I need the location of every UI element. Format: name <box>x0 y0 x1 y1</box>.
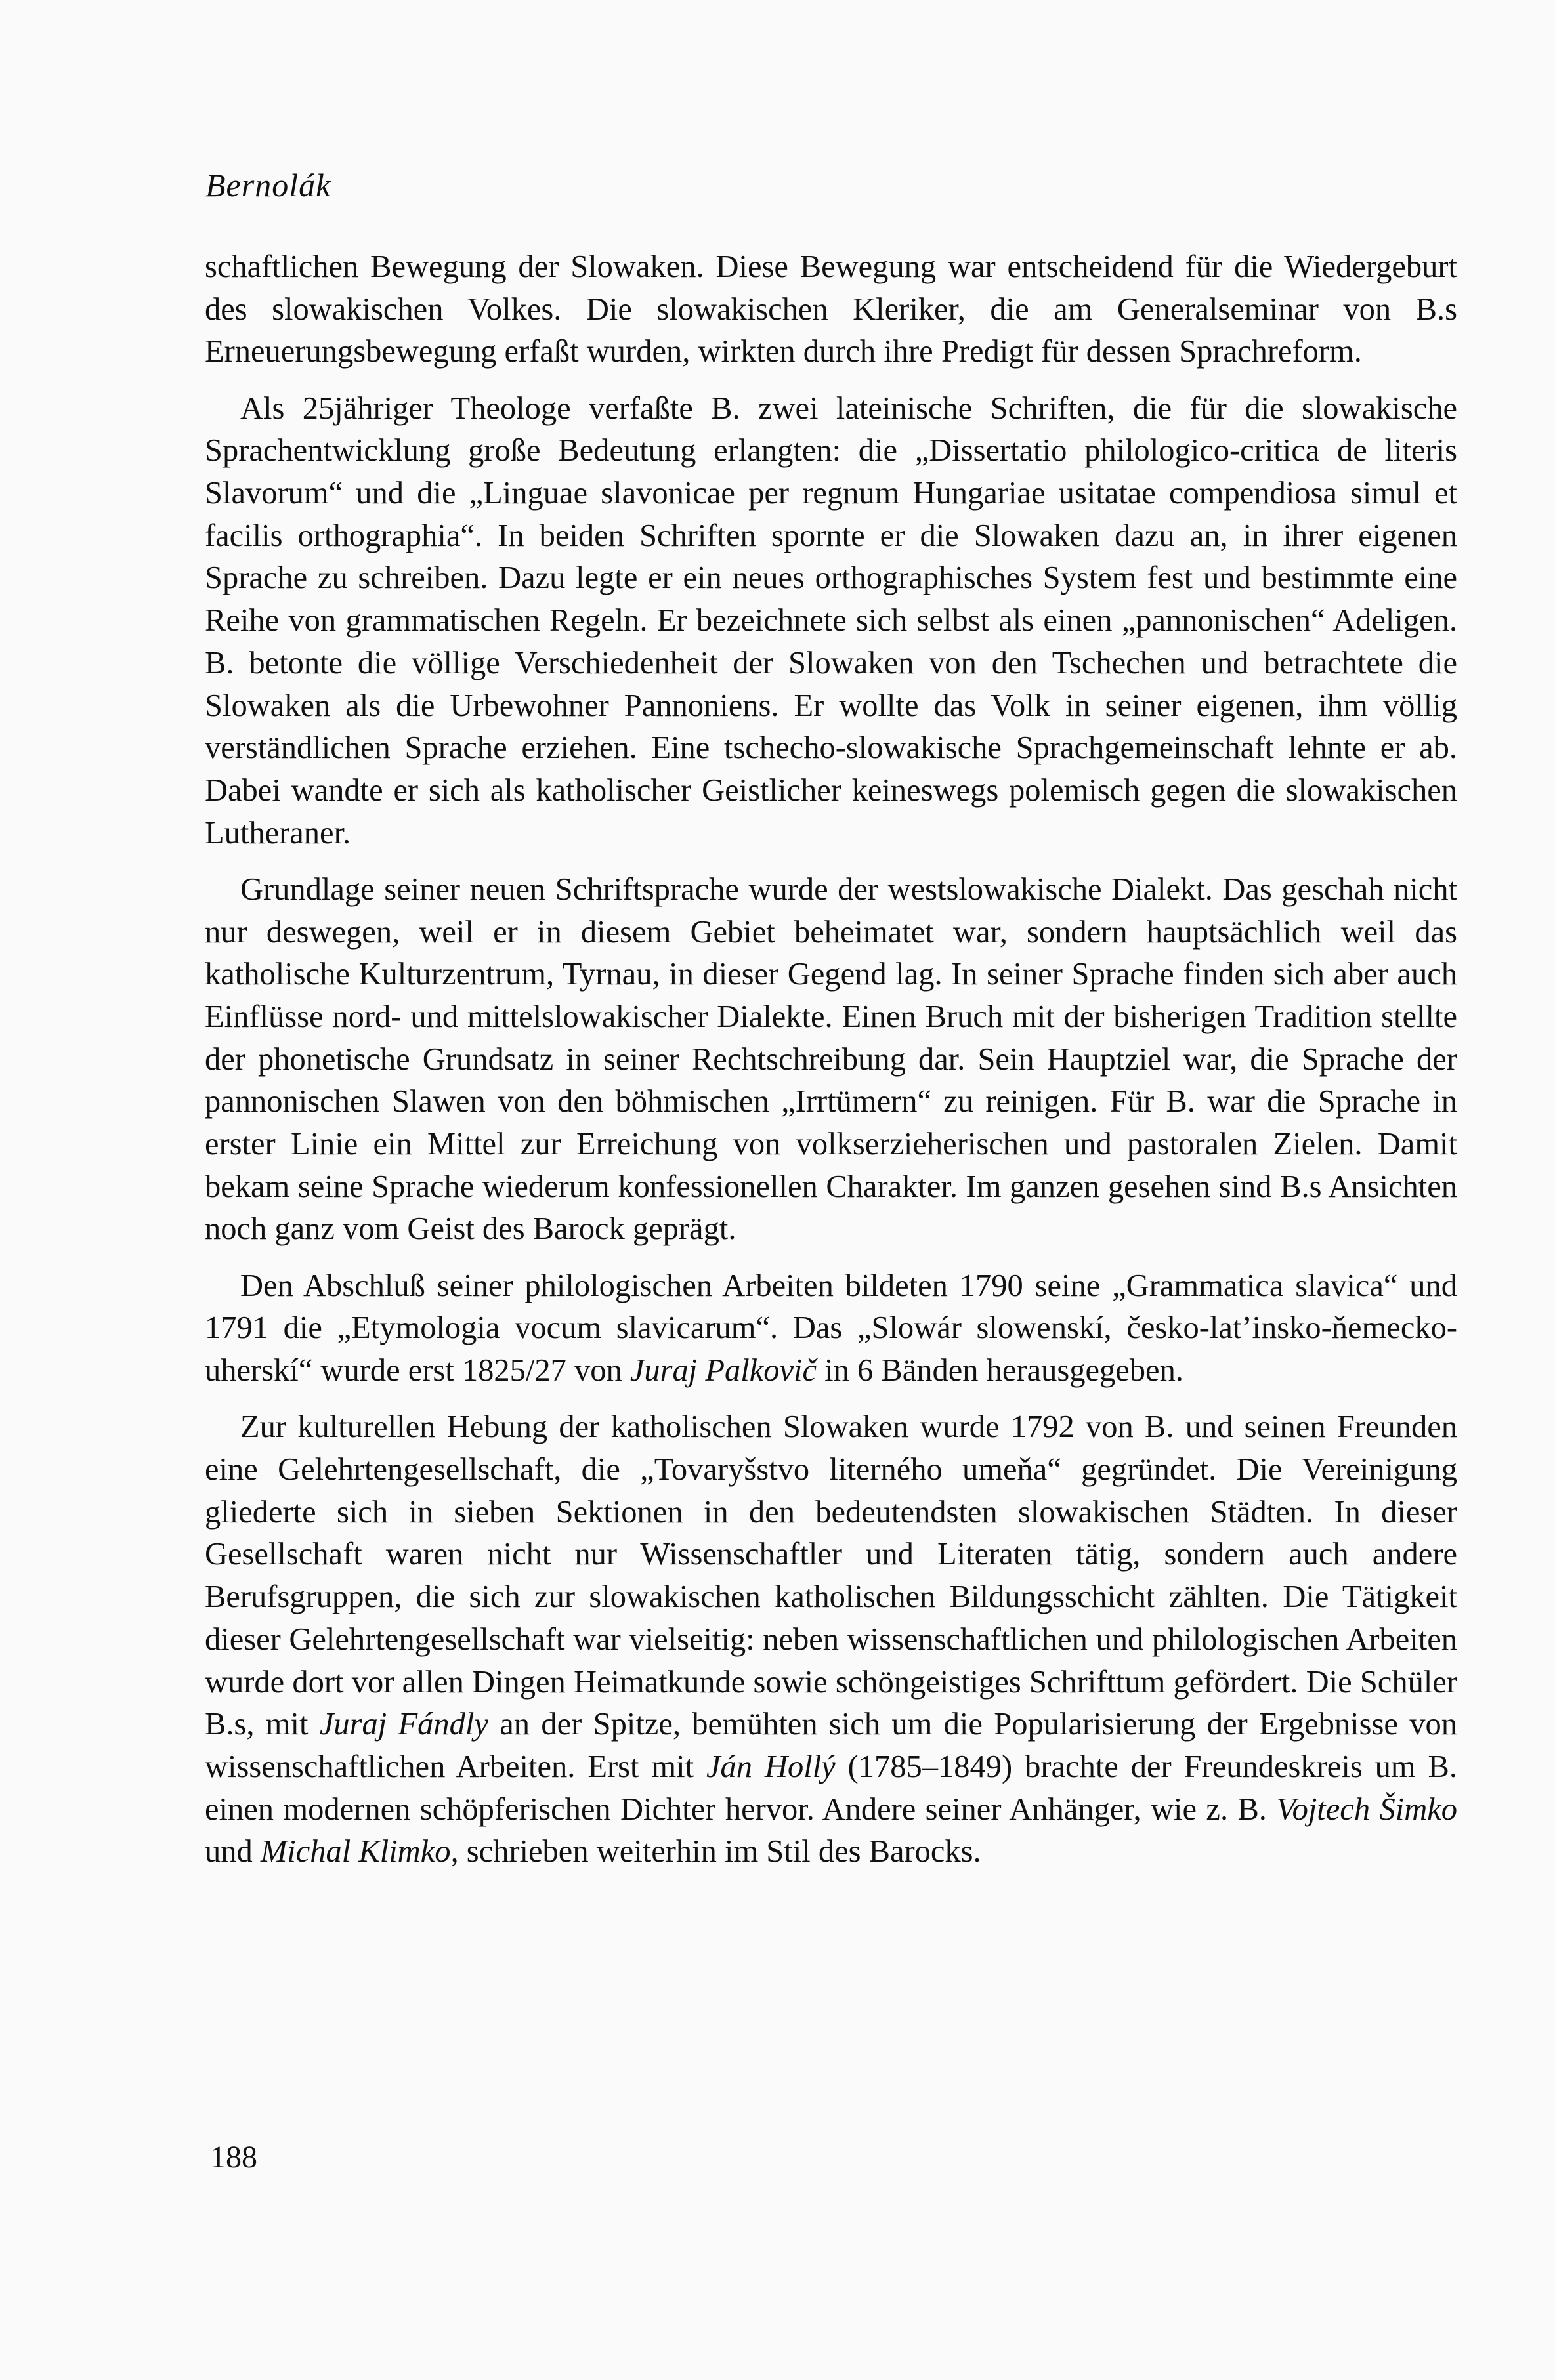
paragraph-5-text-3: (1785–1849) brachte der Freundeskreis um B. einen modernen schöpferischen Dichter hervor. Andere seiner Anhänger, wie z. B. <box>205 1749 1457 1827</box>
paragraph-5-text-4: und <box>205 1834 261 1869</box>
body-text <box>205 246 1457 1888</box>
paragraph-4 <box>205 1265 1457 1392</box>
paragraph-2 <box>205 388 1457 855</box>
person-name-palkovic: Juraj Palkovič <box>629 1353 817 1388</box>
paragraph-1 <box>205 246 1457 373</box>
paragraph-4-text-end: in 6 Bänden herausgegeben. <box>817 1353 1183 1388</box>
person-name-holly: Ján Hollý <box>706 1749 836 1784</box>
page-number: 188 <box>210 2140 257 2175</box>
paragraph-3-text: Grundlage seiner neuen Schriftsprache wurde der westslowakische Dialekt. Das geschah nicht nur deswegen, weil er in diesem Gebiet beheimatet war, sondern hauptsächlich weil das katholische Kulturzentrum, Tyrnau, in dieser Gegend lag. In seiner Sprache finden sich aber auch Einflüsse nord- und mittelslowakischer Dialekte. Einen Bruch mit der bisherigen Tradition stellte der phonetische Grundsatz in seiner Rechtschreibung dar. Sein Hauptziel war, die Sprache der pannonischen Slawen von den böhmischen „Irrtümern“ zu reinigen. Für B. war die Sprache in erster Linie ein Mittel zur Erreichung von volkserzieherischen und pastoralen Zielen. Damit bekam seine Sprache wiederum konfessionellen Charakter. Im ganzen gesehen sind B.s Ansichten noch ganz vom Geist des Barock geprägt. <box>205 871 1457 1247</box>
paragraph-1-text: schaftlichen Bewegung der Slowaken. Diese Bewegung war entscheidend für die Wiedergeburt des slowakischen Volkes. Die slowakischen Kleriker, die am Generalseminar von B.s Erneuerungsbewegung erfaßt wurden, wirkten durch ihre Predigt für dessen Sprachreform. <box>205 249 1457 369</box>
paragraph-2-text: Als 25jähriger Theologe verfaßte B. zwei lateinische Schriften, die für die slowakische Sprachentwicklung große Bedeutung erlangten: die „Dissertatio philologico-critica de literis Slavorum“ und die „Linguae slavonicae per regnum Hungariae usitatae compendiosa simul et facilis orthographia“. In beiden Schriften spornte er die Slowaken dazu an, in ihrer eigenen Sprache zu schreiben. Dazu legte er ein neues orthographisches System fest und bestimmte eine Reihe von grammatischen Regeln. Er bezeichnete sich selbst als einen „pannonischen“ Adeligen. B. betonte die völlige Verschiedenheit der Slowaken von den Tschechen und betrachtete die Slowaken als die Urbewohner Pannoniens. Er wollte das Volk in seiner eigenen, ihm völlig verständlichen Sprache erziehen. Eine tschecho-slowakische Sprachgemeinschaft lehnte er ab. Dabei wandte er sich als katholischer Geistlicher keineswegs polemisch gegen die slowakischen Lutheraner. <box>205 390 1457 850</box>
paragraph-5-text-end: schrieben weiterhin im Stil des Barocks. <box>458 1834 981 1869</box>
paragraph-4-text: Den Abschluß seiner philologischen Arbeiten bildeten 1790 seine „Grammatica slavica“ und 1791 die „Etymologia vocum slavicarum“. Das „Slowár slowenskí, česko-lat’insko-ňemecko-uherskí“ wurde erst 1825/27 von <box>205 1268 1457 1388</box>
paragraph-5-text: Zur kulturellen Hebung der katholischen Slowaken wurde 1792 von B. und seinen Freunden eine Gelehrtengesellschaft, die „Tovaryšstvo literného umeňa“ gegründet. Die Vereinigung gliederte sich in sieben Sektionen in den bedeutendsten slowakischen Städten. In dieser Gesellschaft waren nicht nur Wissenschaftler und Literaten tätig, sondern auch andere Berufsgruppen, die sich zur slowakischen katholischen Bildungsschicht zählten. Die Tätigkeit dieser Gelehrtengesellschaft war vielseitig: neben wissenschaftlichen und philologischen Arbeiten wurde dort vor allen Dingen Heimatkunde sowie schöngeistiges Schrifttum gefördert. Die Schüler B.s, mit <box>205 1409 1457 1742</box>
paragraph-5 <box>205 1406 1457 1873</box>
person-name-klimko: Michal Klimko, <box>260 1834 459 1869</box>
person-name-fandly: Juraj Fándly <box>319 1707 488 1742</box>
paragraph-5-text-2: an der Spitze, bemühten sich um die Popularisierung der Ergebnisse von wissenschaftlichen Arbeiten. Erst mit <box>205 1707 1457 1784</box>
paragraph-3 <box>205 869 1457 1251</box>
person-name-simko: Vojtech Šimko <box>1276 1791 1457 1827</box>
running-head: Bernolák <box>205 167 331 203</box>
